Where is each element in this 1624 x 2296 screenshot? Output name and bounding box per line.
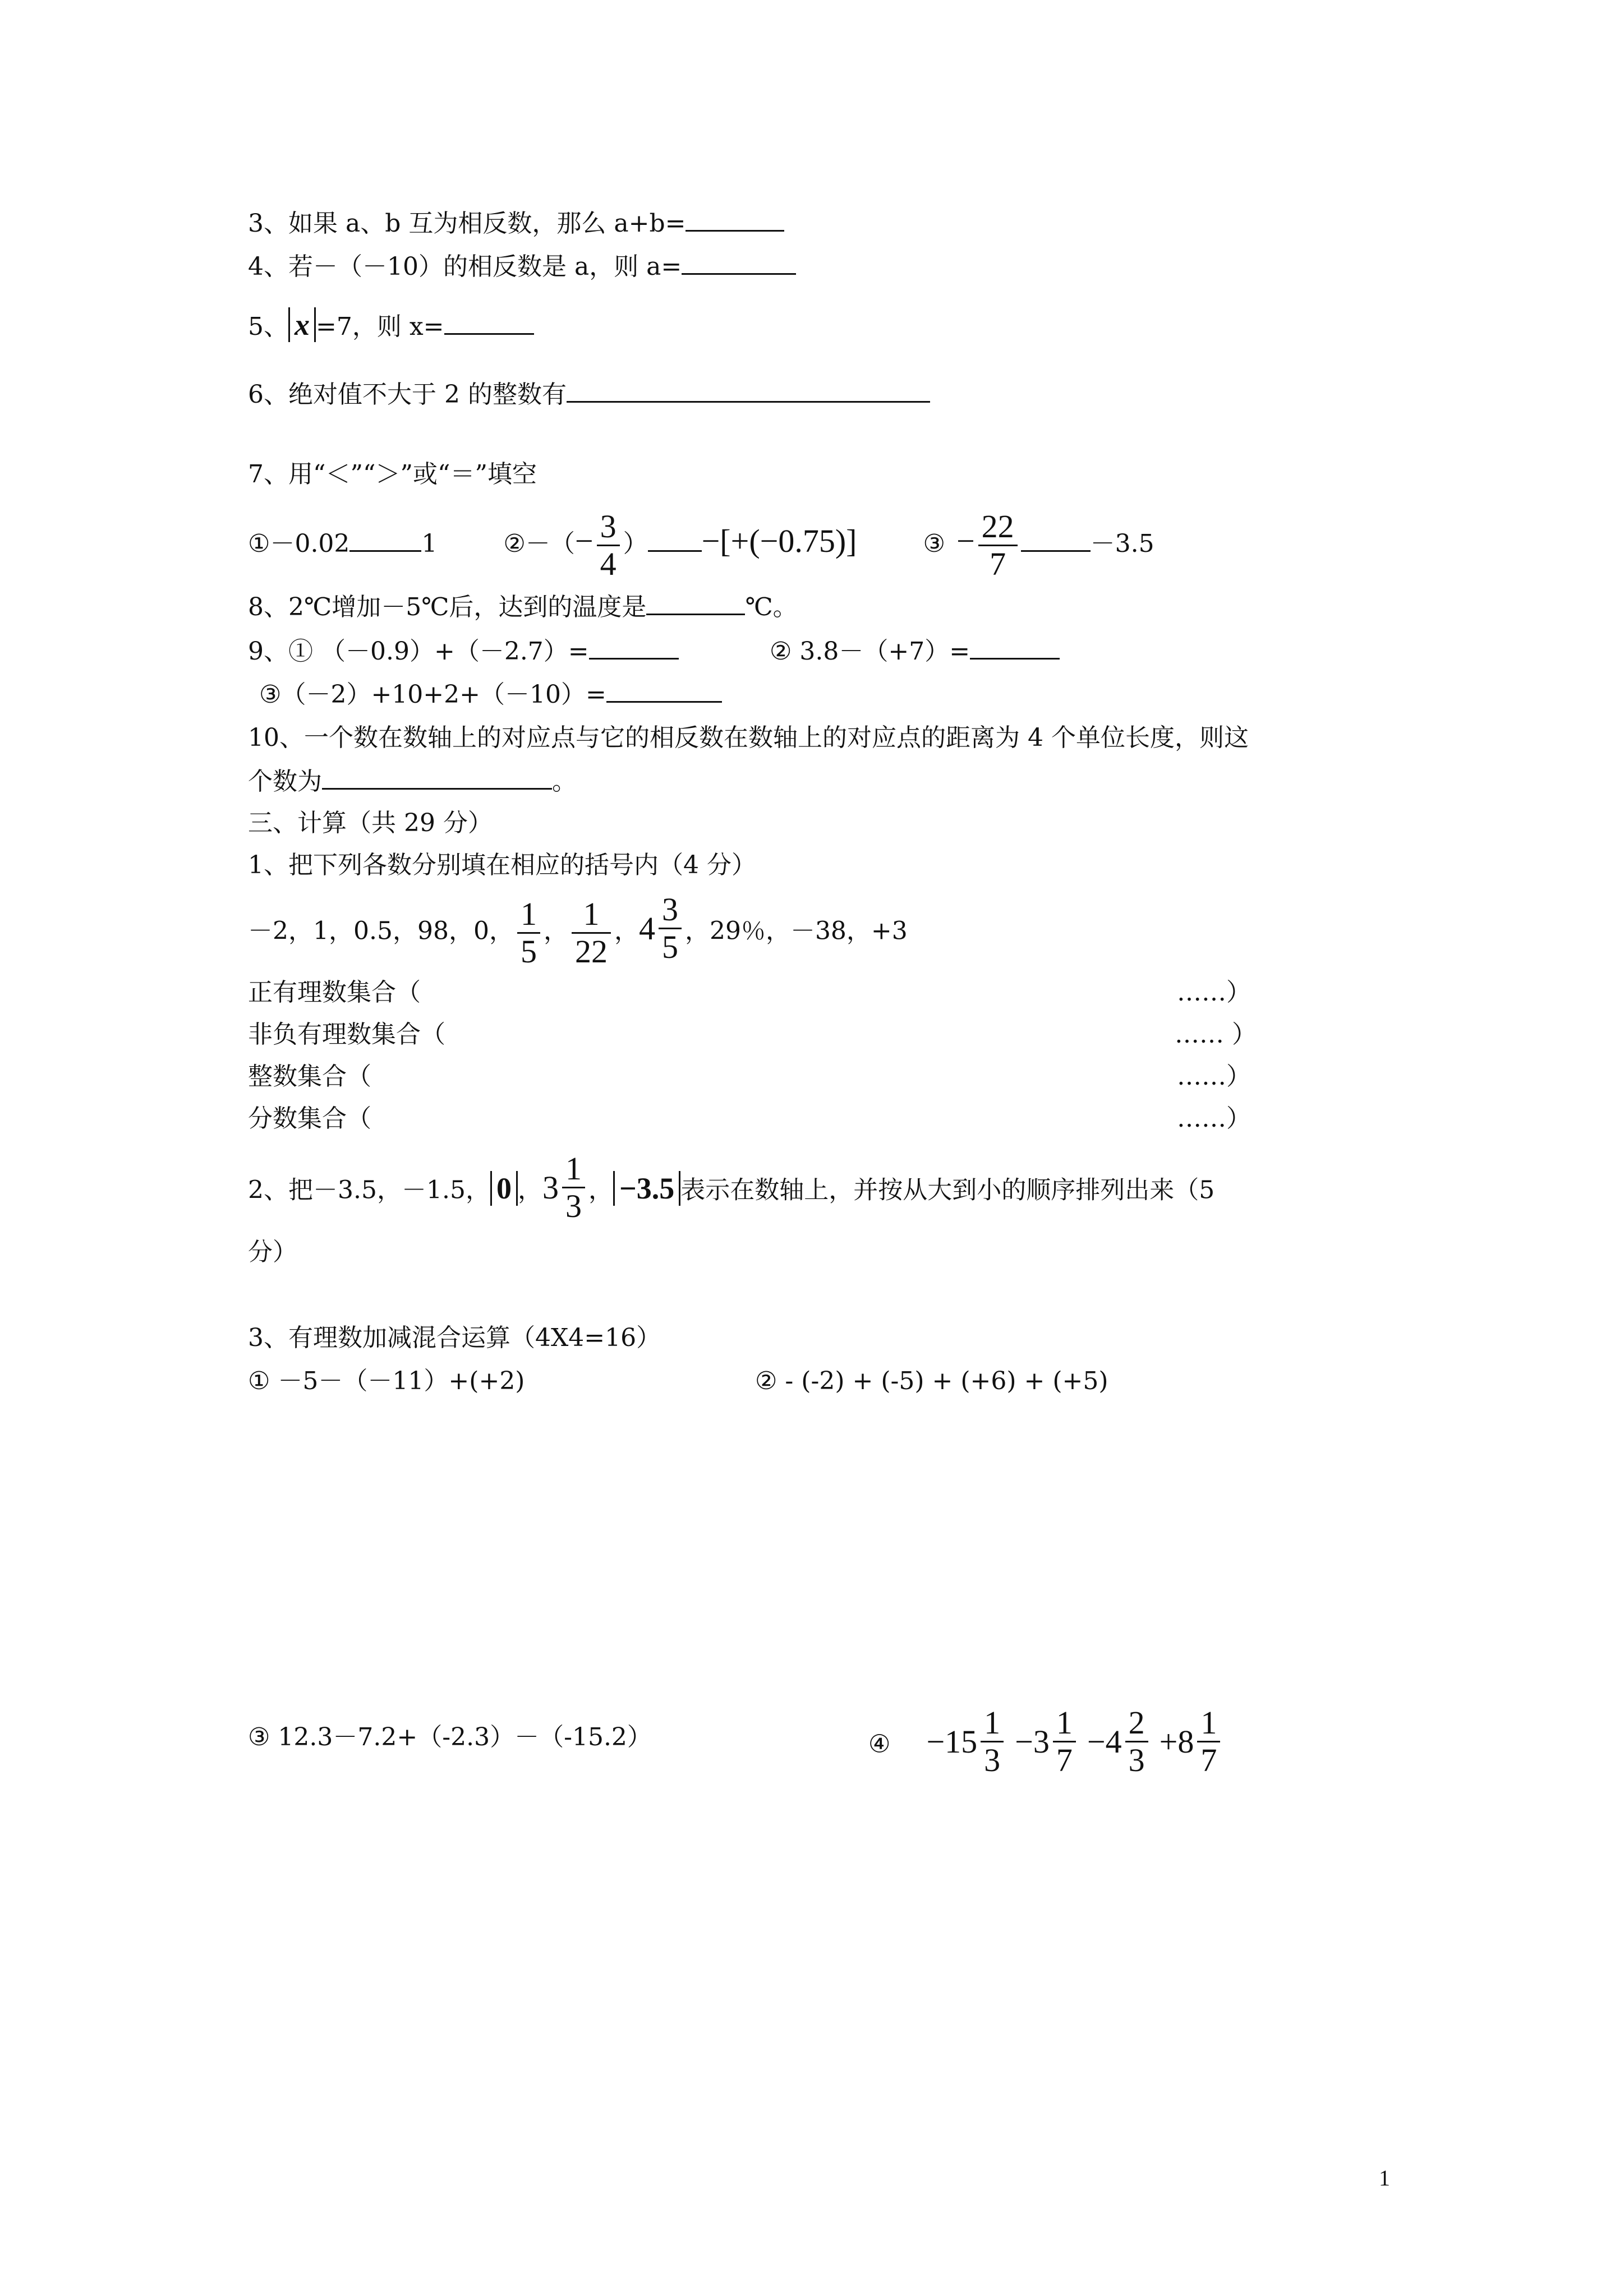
answer-blank[interactable] bbox=[686, 208, 784, 232]
term-4: + 8 1 7 bbox=[1160, 1705, 1224, 1778]
calc-2: 2、把－3.5，－1.5， 0 ， 3 1 3 ， −3.5 表示在数轴上，并按从大到小的顺序排列出来（5 bbox=[248, 1150, 1215, 1224]
page-number: 1 bbox=[1379, 2165, 1390, 2191]
question-6: 6、绝对值不大于 2 的整数有 bbox=[248, 379, 930, 411]
set-nonnegative-rational: 非负有理数集合（ bbox=[248, 1020, 445, 1049]
answer-blank[interactable] bbox=[682, 251, 796, 275]
fraction-3-4: $\frac{3}{4}$ bbox=[597, 509, 620, 582]
expression-4: ④ − 15 1 3 − 3 1 7 − 4 2 3 + 8 1 7 bbox=[868, 1705, 1223, 1781]
calc-1-title: 1、把下列各数分别填在相应的括号内（4 分） bbox=[248, 851, 756, 879]
term-2: − 3 1 7 bbox=[1015, 1705, 1079, 1778]
question-9-part2: ② 3.8－（+7）= bbox=[770, 635, 1060, 667]
expression-3: ③ 12.3－7.2+（-2.3）－（-15.2） bbox=[248, 1723, 652, 1751]
answer-blank[interactable] bbox=[322, 766, 552, 790]
expression-2: ② - (-2) + (-5) + (+6) + (+5) bbox=[755, 1367, 1108, 1395]
question-10-line2: 个数为 。 bbox=[248, 766, 577, 797]
bracket-expression: −[+(−0.75)] bbox=[701, 523, 857, 559]
absolute-value-0: 0 bbox=[490, 1171, 518, 1206]
question-7-title: 7、用“＜”“＞”或“＝”填空 bbox=[248, 460, 537, 488]
answer-blank[interactable] bbox=[606, 679, 722, 703]
question-4: 4、若－（－10）的相反数是 a，则 a= bbox=[248, 251, 796, 283]
answer-blank[interactable] bbox=[444, 311, 534, 335]
question-3: 3、如果 a、b 互为相反数，那么 a+b= bbox=[248, 208, 784, 239]
answer-blank[interactable] bbox=[646, 591, 745, 615]
answer-blank[interactable] bbox=[567, 379, 930, 403]
calc-2-line2: 分） bbox=[248, 1238, 297, 1266]
term-1: − 15 1 3 bbox=[926, 1705, 1007, 1778]
absolute-value-neg-3-5: −3.5 bbox=[613, 1171, 680, 1206]
set-positive-rational-end: ……） bbox=[1177, 978, 1251, 1007]
set-integers-end: ……） bbox=[1177, 1062, 1251, 1091]
calc-1-numbers: －2，1，0.5，98，0， $\frac{1}{5}$ ， $\frac{1}{22}$ ， 4 3 5 ，29％，－38，+3 bbox=[248, 891, 908, 970]
answer-blank[interactable] bbox=[1021, 528, 1091, 552]
section-3-title: 三、计算（共 29 分） bbox=[248, 809, 493, 837]
answer-blank[interactable] bbox=[349, 528, 421, 552]
mixed-number-3-1-3: 3 1 3 bbox=[542, 1151, 588, 1224]
question-10-line1: 10、一个数在数轴上的对应点与它的相反数在数轴上的对应点的距离为 4 个单位长度，则这 bbox=[248, 723, 1249, 752]
fraction-22-7: $\frac{22}{7}$ bbox=[978, 509, 1018, 582]
question-8: 8、2℃增加－5℃后，达到的温度是 ℃。 bbox=[248, 591, 798, 623]
expression-1: ① －5－（－11）+(+2) bbox=[248, 1367, 525, 1395]
term-3: − 4 2 3 bbox=[1087, 1705, 1152, 1778]
mixed-number-4-3-5: 4 3 5 bbox=[639, 892, 685, 965]
set-fractions-end: ……） bbox=[1177, 1104, 1251, 1133]
answer-blank[interactable] bbox=[648, 528, 702, 552]
fraction-1-5: $\frac{1}{5}$ bbox=[517, 896, 540, 970]
question-9-row1: 9、① （－0.9）+（－2.7）= bbox=[248, 635, 679, 667]
question-5: 5、 x =7，则 x= bbox=[248, 307, 534, 343]
question-7-items: ①－0.02 1 ②－（− $\frac{3}{4}$ ） −[+(−0.75)] ③ − $\frac{22}{7}$ －3.5 bbox=[248, 508, 1154, 582]
set-integers: 整数集合（ bbox=[248, 1062, 371, 1091]
set-fractions: 分数集合（ bbox=[248, 1104, 371, 1133]
fraction-1-22: $\frac{1}{22}$ bbox=[572, 896, 611, 970]
answer-blank[interactable] bbox=[970, 635, 1060, 660]
absolute-value-x: x bbox=[288, 307, 316, 342]
answer-blank[interactable] bbox=[589, 635, 679, 660]
question-9-row2: ③（－2）+10+2+（－10）= bbox=[259, 679, 722, 711]
set-nonnegative-rational-end: …… ） bbox=[1175, 1020, 1257, 1049]
set-positive-rational: 正有理数集合（ bbox=[248, 978, 421, 1007]
calc-3-title: 3、有理数加减混合运算（4X4=16） bbox=[248, 1324, 661, 1352]
